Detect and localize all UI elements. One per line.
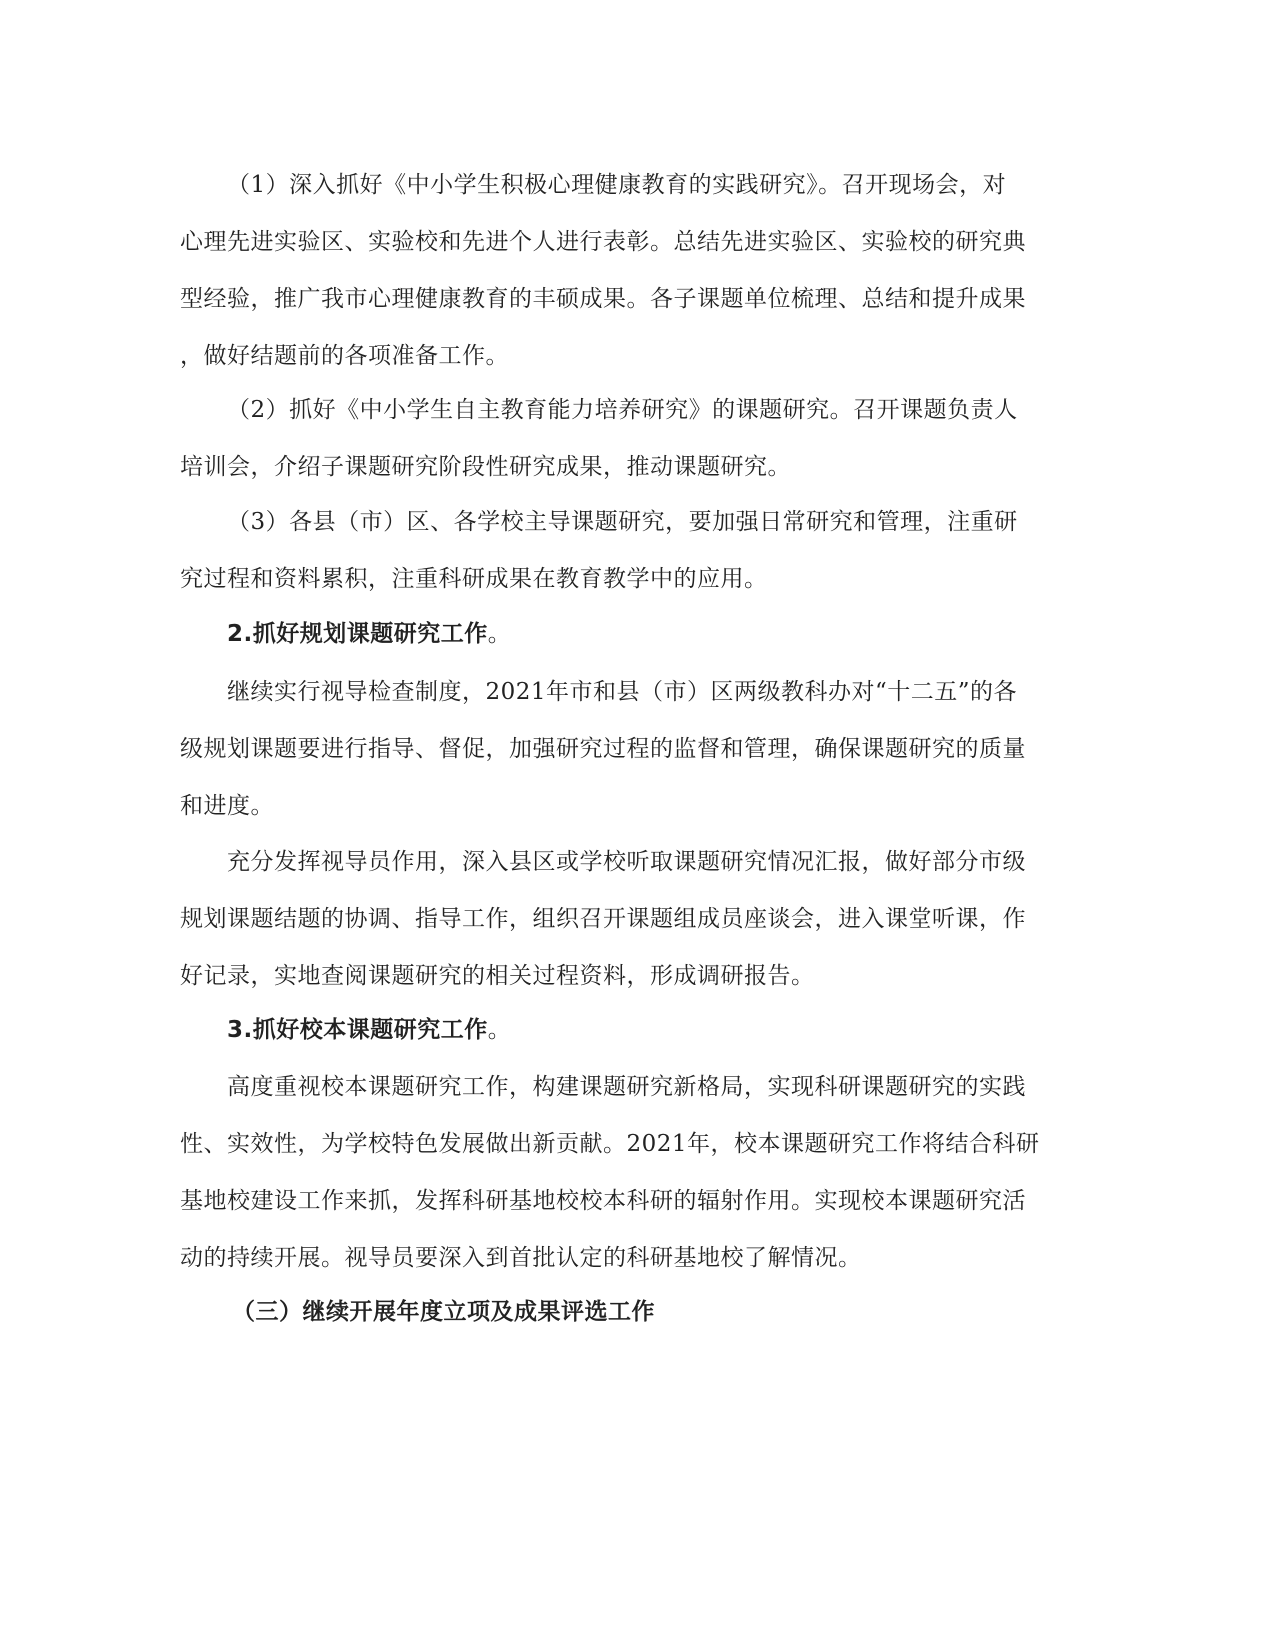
heading-planning-research bbox=[180, 606, 1040, 663]
heading-tail: 。 bbox=[487, 1017, 512, 1043]
text-line: 动的持续开展。视导员要深入到首批认定的科研基地校了解情况。 bbox=[180, 1245, 862, 1271]
text-line: 高度重视校本课题研究工作，构建课题研究新格局，实现科研课题研究的实践 bbox=[227, 1074, 1026, 1100]
paragraph-psychology-research bbox=[180, 157, 1040, 385]
text-line: 培训会，介绍子课题研究阶段性研究成果，推动课题研究。 bbox=[180, 454, 791, 480]
text-line: ，做好结题前的各项准备工作。 bbox=[180, 343, 509, 369]
text-line: 和进度。 bbox=[180, 793, 274, 819]
text-line: （2）抓好《中小学生自主教育能力培养研究》的课题研究。召开课题负责人 bbox=[227, 397, 1018, 423]
text-line: 充分发挥视导员作用，深入县区或学校听取课题研究情况汇报，做好部分市级 bbox=[227, 849, 1026, 875]
text-line: 型经验，推广我市心理健康教育的丰硕成果。各子课题单位梳理、总结和提升成果 bbox=[180, 286, 1026, 312]
section-heading-text: （三）继续开展年度立项及成果评选工作 bbox=[232, 1299, 655, 1325]
text-line: （1）深入抓好《中小学生积极心理健康教育的实践研究》。召开现场会，对 bbox=[227, 172, 1007, 198]
text-line: 继续实行视导检查制度，2021年市和县（市）区两级教科办对“十二五”的各 bbox=[227, 679, 1018, 705]
paragraph-county-research bbox=[180, 494, 1040, 608]
text-line: 心理先进实验区、实验校和先进个人进行表彰。总结先进实验区、实验校的研究典 bbox=[180, 229, 1026, 255]
paragraph-self-education-research bbox=[180, 382, 1040, 496]
heading-text: 2.抓好规划课题研究工作 bbox=[227, 621, 488, 647]
text-line: 性、实效性，为学校特色发展做出新贡献。2021年，校本课题研究工作将结合科研 bbox=[180, 1131, 1040, 1157]
text-line: 级规划课题要进行指导、督促，加强研究过程的监督和管理，确保课题研究的质量 bbox=[180, 736, 1026, 762]
heading-text: 3.抓好校本课题研究工作 bbox=[227, 1017, 488, 1043]
paragraph-inspection-system bbox=[180, 664, 1040, 835]
text-line: （3）各县（市）区、各学校主导课题研究，要加强日常研究和管理，注重研 bbox=[227, 509, 1018, 535]
section-heading-annual-projects bbox=[180, 1284, 1040, 1341]
paragraph-school-based-research bbox=[180, 1059, 1040, 1287]
paragraph-inspector-role bbox=[180, 834, 1040, 1005]
text-line: 究过程和资料累积，注重科研成果在教育教学中的应用。 bbox=[180, 566, 768, 592]
text-line: 规划课题结题的协调、指导工作，组织召开课题组成员座谈会，进入课堂听课，作 bbox=[180, 906, 1026, 932]
text-line: 基地校建设工作来抓，发挥科研基地校校本科研的辐射作用。实现校本课题研究活 bbox=[180, 1188, 1026, 1214]
heading-tail: 。 bbox=[487, 621, 512, 647]
heading-school-research bbox=[180, 1002, 1040, 1059]
text-line: 好记录，实地查阅课题研究的相关过程资料，形成调研报告。 bbox=[180, 963, 815, 989]
